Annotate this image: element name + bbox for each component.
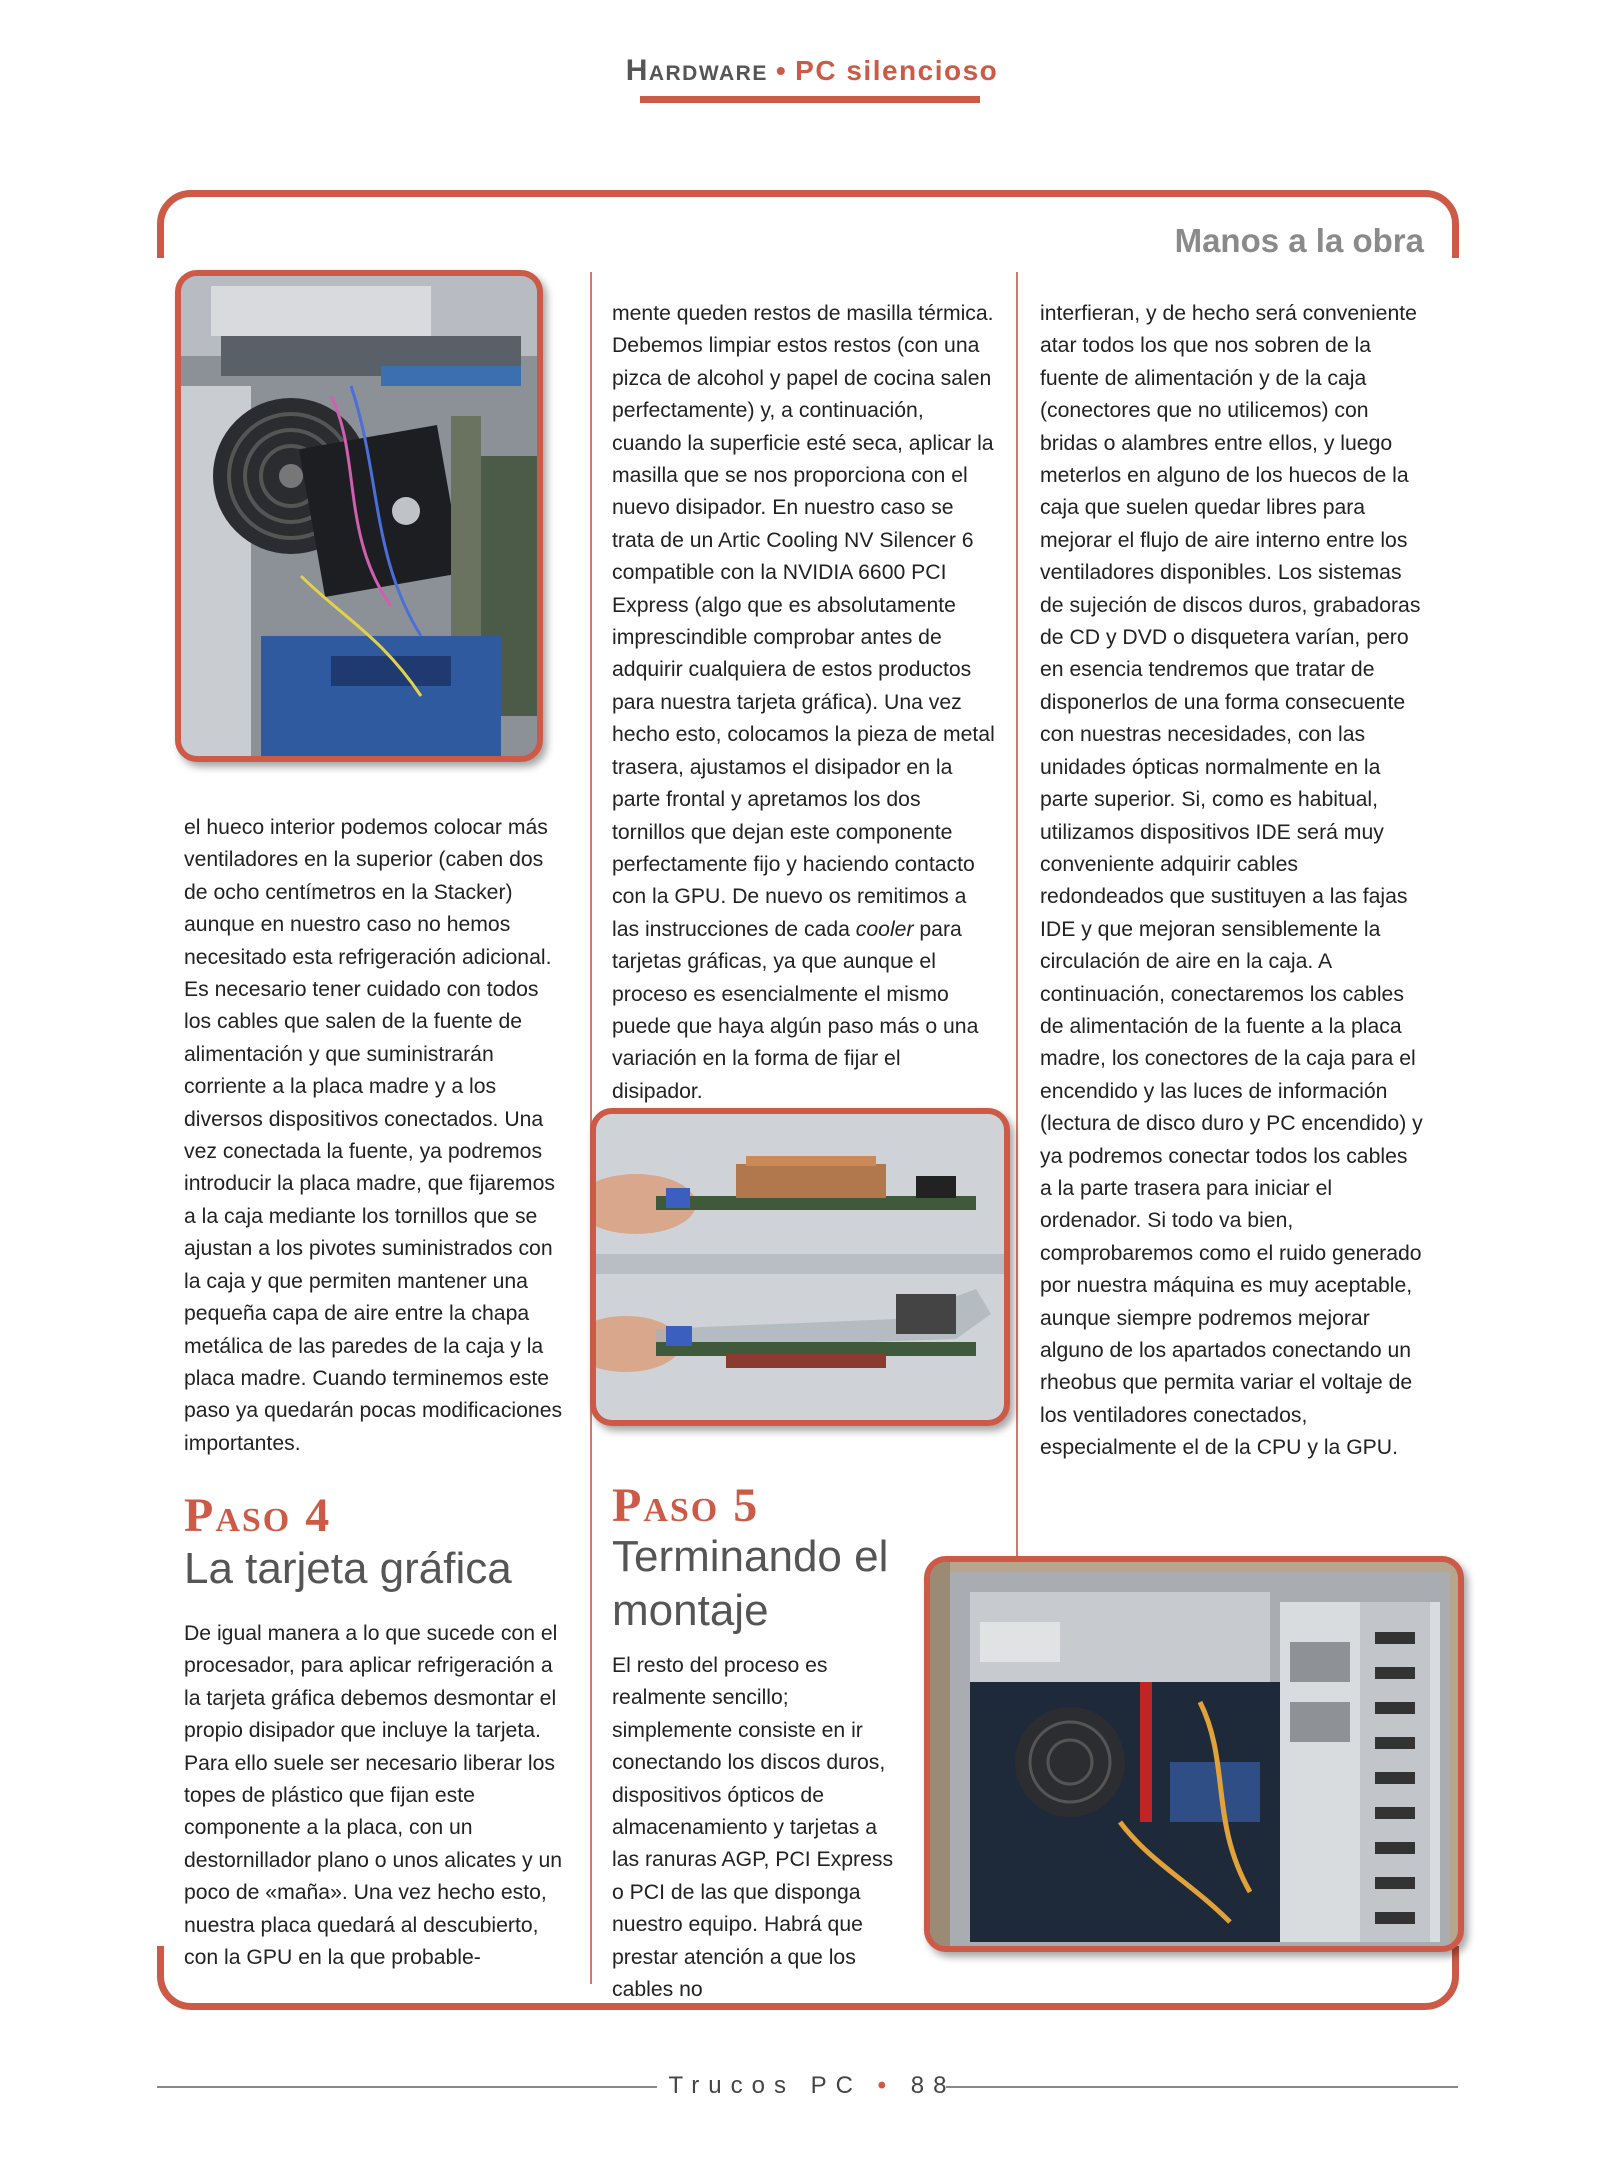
column-2-text-italic: cooler: [855, 917, 914, 941]
paso-5-title: Terminando el montaje: [612, 1532, 889, 1635]
header-separator: •: [775, 55, 788, 86]
column-2-text: [612, 298, 997, 1108]
header-topic: PC silencioso: [795, 55, 999, 86]
frame-gap-left: [150, 258, 166, 1946]
column-1-text: el hueco interior podemos colocar más ventiladores en la superior (caben dos de ocho centímetros en la Stacker) aunque en nuestro caso no hemos necesitado esta refrigeración adicional. Es necesario tener cuidado con todos los cables que salen de la fuente de alimentación y que suministrarán corriente a la placa madre y a los diversos dispositivos conectados. Una vez conectada la fuente, ya podremos introducir la placa madre, que fijaremos a la caja mediante los tornillos que se ajustan a los pivotes suministrados con la caja y que permiten mantener una pequeña capa de aire entre la chapa metálica de las paredes de la caja y la placa madre. Cuando terminemos este paso ya quedarán pocas modificaciones importantes.: [184, 816, 563, 1455]
paso-5-label: Paso 5: [612, 1479, 760, 1532]
page-number: 88: [910, 2072, 956, 2099]
paso-5-text: El resto del proceso es realmente sencillo; simplemente consiste en ir conectando los discos duros, dispositivos ópticos de almacenamiento y tarjetas a las ranuras AGP, PCI Express o PCI de las que disponga nuestro equipo. Habrá que prestar atención a que los cables no: [612, 1654, 894, 2002]
photo-case-interior-fan-art: [181, 276, 537, 756]
paso-4-title: La tarjeta gráfica: [184, 1544, 512, 1593]
footer-separator: •: [877, 2072, 896, 2099]
photo-case-interior-fan: [175, 270, 543, 762]
photo-graphics-cards: [590, 1108, 1010, 1426]
running-header: [0, 54, 1624, 88]
box-title: Manos a la obra: [1174, 222, 1424, 259]
column-3-text: interfieran, y de hecho será conveniente atar todos los que nos sobren de la fuente de alimentación y de la caja (conectores que no utilicemos) con bridas o alambres entre ellos, y luego meterlos en alguno de los huecos de la caja que suelen quedar libres para mejorar el flujo de aire interno entre los ventiladores disponibles. Los sistemas de sujeción de discos duros, grabadoras de CD y DVD o disquetera varían, pero en esencia tendremos que tratar de disponerlos de una forma consecuente con nuestras necesidades, con las unidades ópticas normalmente en la parte superior. Si, como es habitual, utilizamos dispositivos IDE será muy conveniente adquirir cables redondeados que sustituyen a las fajas IDE y que mejoran sensiblemente la circulación de aire en la caja. A continuación, conectaremos los cables de alimentación de la fuente a la placa madre, los conectores de la caja para el encendido y las luces de información (lectura de disco duro y PC encendido) y ya podremos conectar todos los cables a la parte trasera para iniciar el ordenador. Si todo va bien, comprobaremos como el ruido generado por nuestra máquina es muy aceptable, aunque siempre podremos mejorar alguno de los apartados conectando un rheobus que permita variar el voltaje de los ventiladores conectados, especialmente el de la CPU y la GPU.: [1040, 302, 1423, 1460]
photo-assembled-pc-art: [930, 1562, 1458, 1946]
column-rule-2: [1016, 272, 1018, 1558]
paso-4-label: Paso 4: [184, 1489, 332, 1542]
footer-publication: Trucos PC: [668, 2072, 862, 2099]
column-2-text-after: para tarjetas gráficas, ya que aunque el proceso es esencialmente el mismo puede que haya algún paso más o una variación en la forma de fijar el disipador.: [612, 917, 979, 1103]
photo-graphics-cards-art: [596, 1114, 1004, 1420]
header-section: Hardware: [625, 54, 768, 87]
photo-assembled-pc: [924, 1556, 1464, 1952]
paso-4-text: De igual manera a lo que sucede con el procesador, para aplicar refrigeración a la tarjeta gráfica debemos desmontar el propio disipador que incluye la tarjeta. Para ello suele ser necesario liberar los topes de plástico que fijan este componente a la placa, con un destornillador plano o unos alicates y un poco de «maña». Una vez hecho esto, nuestra placa quedará al descubierto, con la GPU en la que probable-: [184, 1622, 563, 1970]
column-2-text-before: mente queden restos de masilla térmica. Debemos limpiar estos restos (con una pizca de alcohol y papel de cocina salen perfectamente) y, a continuación, cuando la superficie esté seca, aplicar la masilla que se nos proporciona con el nuevo disipador. En nuestro caso se trata de un Artic Cooling NV Silencer 6 compatible con la NVIDIA 6600 PCI Express (algo que es absolutamente imprescindible comprobar antes de adquirir cualquiera de estos productos para nuestra tarjeta gráfica). Una vez hecho esto, colocamos la pieza de metal trasera, ajustamos el disipador en la parte frontal y apretamos los dos tornillos que dejan este componente perfectamente fijo y haciendo contacto con la GPU. De nuevo os remitimos a las instrucciones de cada: [612, 302, 995, 941]
header-underline: [640, 96, 980, 103]
page-footer: [0, 2072, 1624, 2100]
